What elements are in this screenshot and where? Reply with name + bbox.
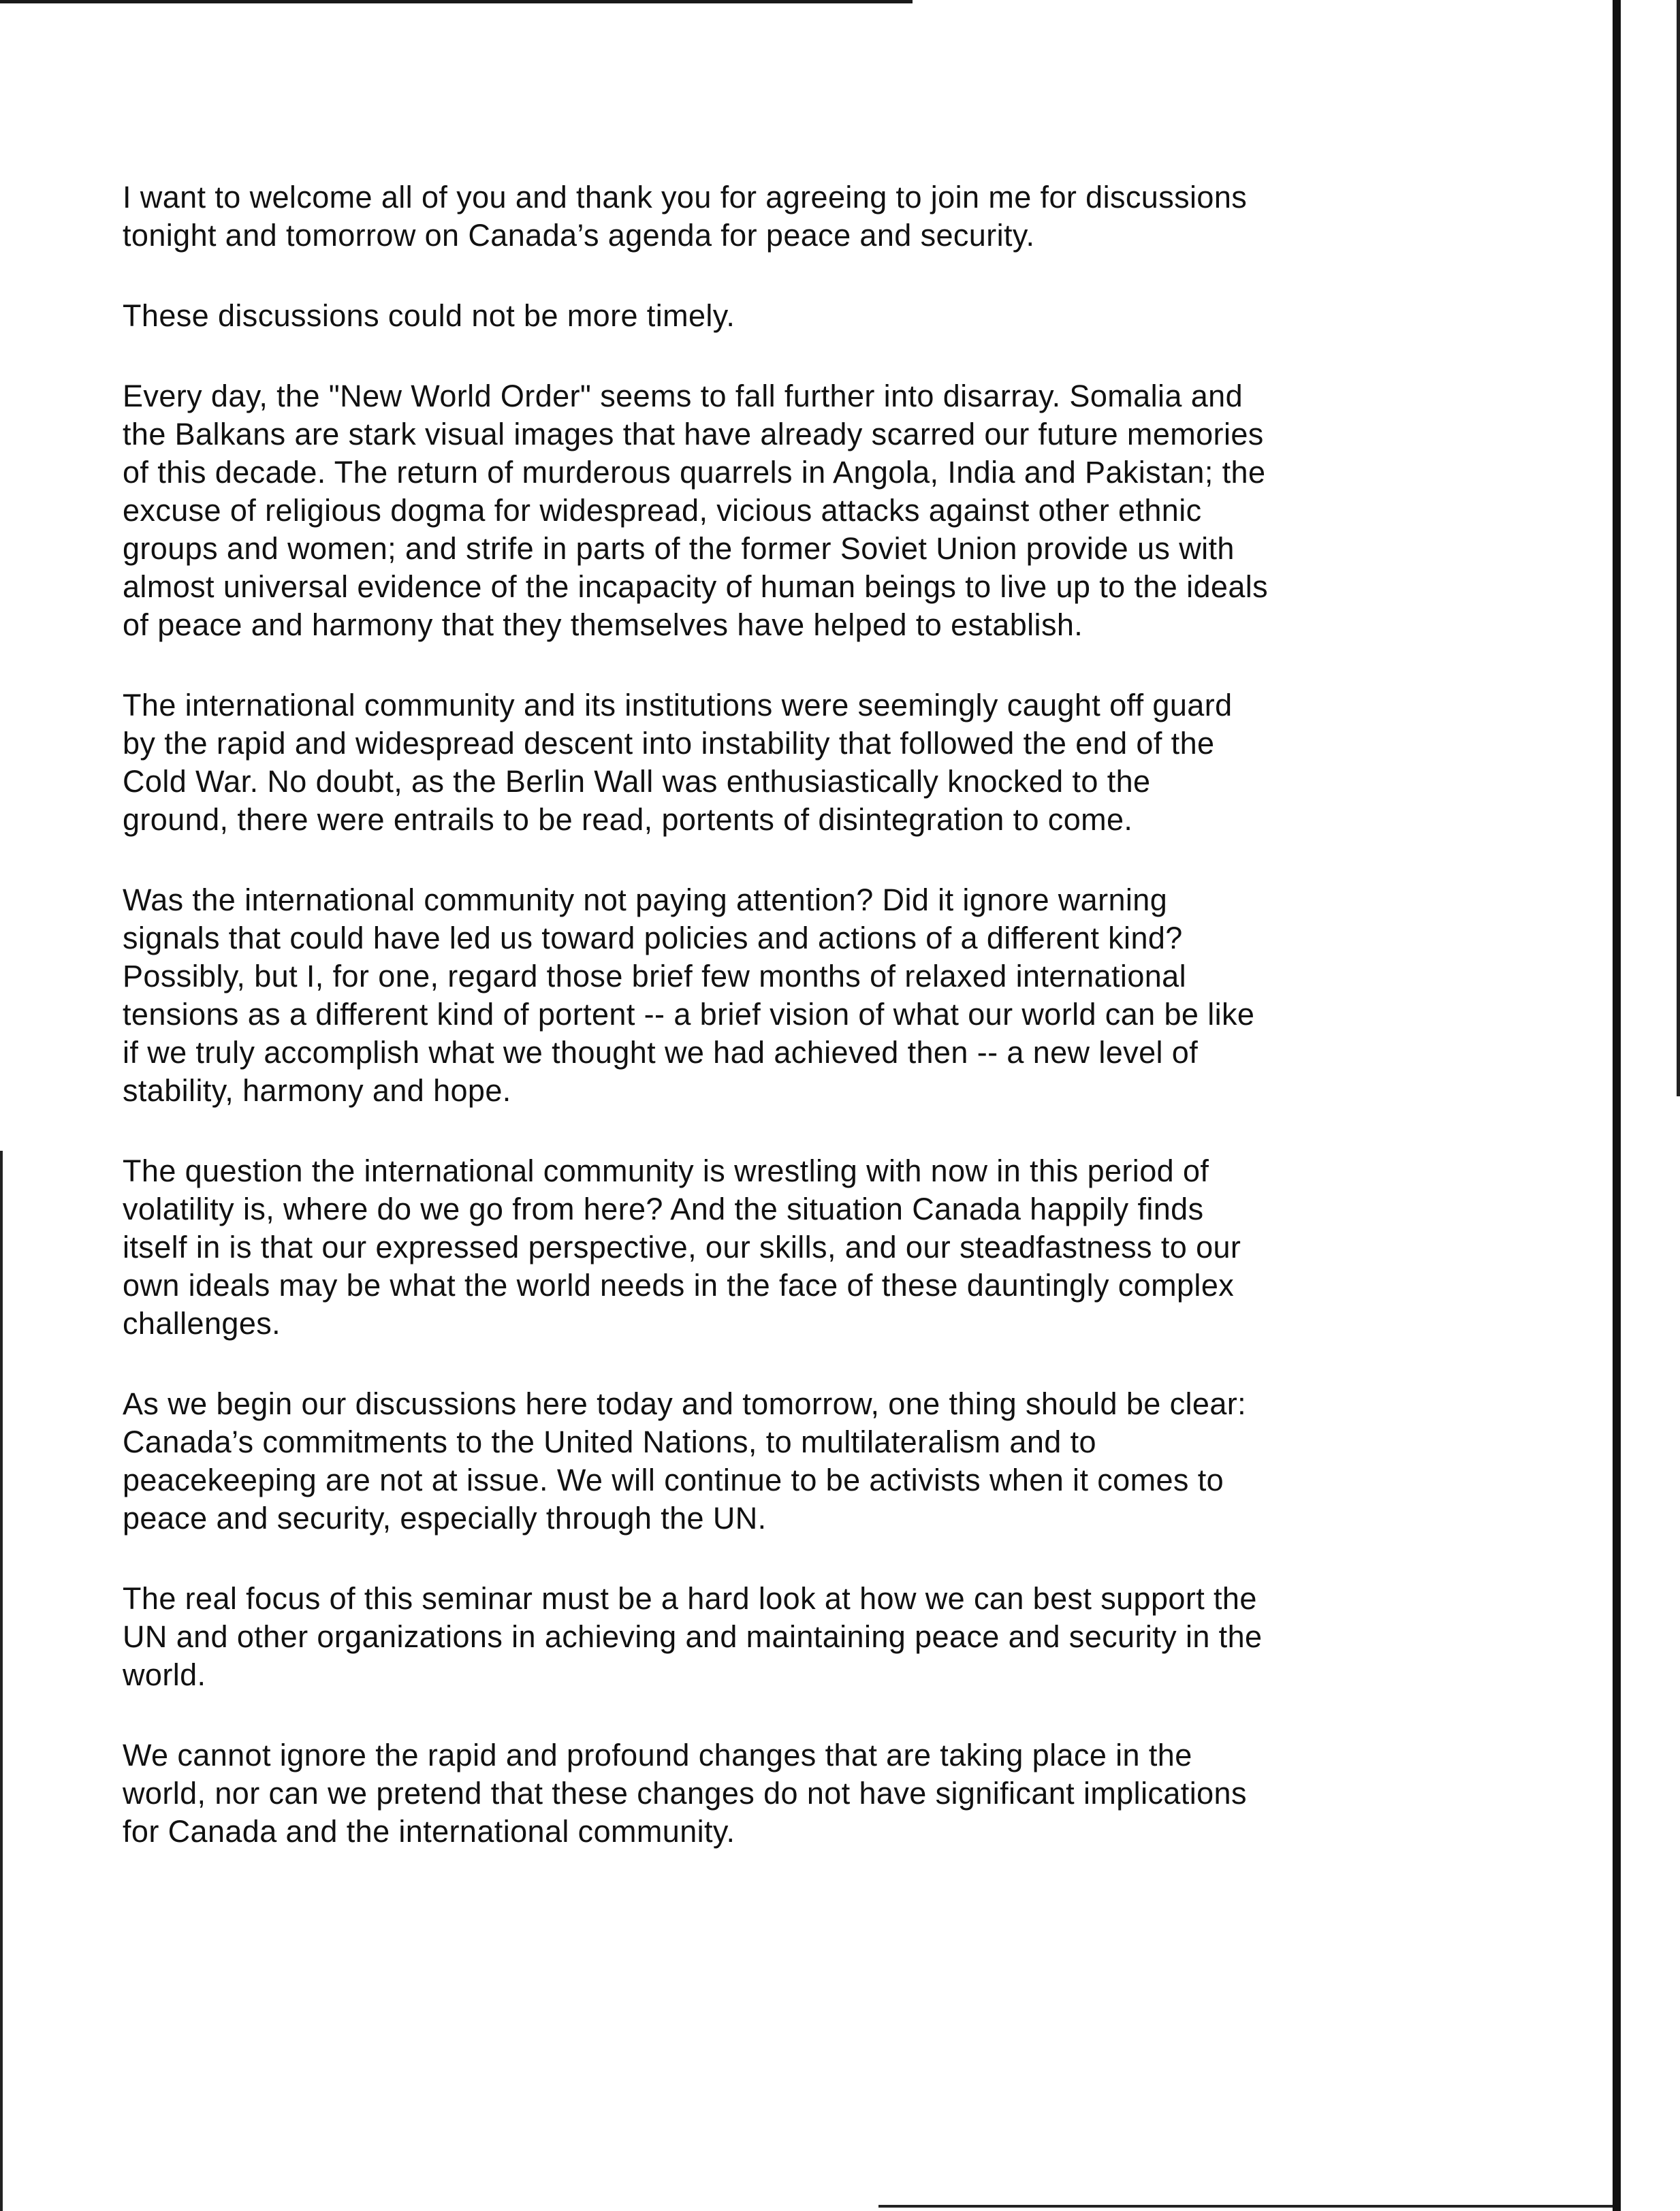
paragraph-changes: We cannot ignore the rapid and profound changes that are taking place in the world, nor can we pretend that these changes do not have significant implications for Canada and the international community. (123, 1738, 1247, 1849)
scan-edge-top (0, 0, 913, 3)
paragraph-seminar-focus: The real focus of this seminar must be a hard look at how we can best support the UN and other organizations in achieving and maintaining peace and security in the world. (123, 1581, 1263, 1692)
paragraph-question: The question the international community is wrestling with now in this period of volatility is, where do we go from here? And the situation Canada happily finds itself in is that our expressed perspective, our skills, and our steadfastness to our own ideals may be what the world needs in the face of these dauntingly complex challenges. (123, 1154, 1241, 1341)
document-body (123, 178, 1485, 1893)
paragraph-international-community: The international community and its institutions were seemingly caught off guard by the rapid and widespread descent into instability that followed the end of the Cold War. No doubt, as the Berlin Wall was enthusiastically knocked to the ground, there were entrails to be read, portents of disintegration to come. (123, 688, 1233, 837)
scan-edge-bottom (878, 2205, 1613, 2208)
scan-edge-right (1613, 0, 1621, 2211)
scan-edge-left (0, 1151, 3, 2211)
paragraph-commitments: As we begin our discussions here today and tomorrow, one thing should be clear: Canada’s commitments to the United Nations, to multilateralism and to peacekeeping are not at issue. We will continue to be activists when it comes to peace and security, especially through the UN. (123, 1386, 1247, 1536)
paragraph-welcome: I want to welcome all of you and thank you for agreeing to join me for discussions tonight and tomorrow on Canada’s agenda for peace and security. (123, 180, 1248, 253)
paragraph-timely: These discussions could not be more timely. (123, 298, 735, 333)
paragraph-new-world-order: Every day, the "New World Order" seems to fall further into disarray. Somalia and the Balkans are stark visual images that have already scarred our future memories of this decade. The return of murderous quarrels in Angola, India and Pakistan; the excuse of religious dogma for widespread, vicious attacks against other ethnic groups and women; and strife in parts of the former Soviet Union provide us with almost universal evidence of the incapacity of human beings to live up to the ideals of peace and harmony that they themselves have helped to establish. (123, 379, 1269, 642)
scan-edge-right-thin (1677, 0, 1680, 1096)
paragraph-attention: Was the international community not paying attention? Did it ignore warning signals that could have led us toward policies and actions of a different kind? Possibly, but I, for one, regard those brief few months of relaxed international tensions as a different kind of portent -- a brief vision of what our world can be like if we truly accomplish what we thought we had achieved then -- a new level of stability, harmony and hope. (123, 882, 1255, 1108)
